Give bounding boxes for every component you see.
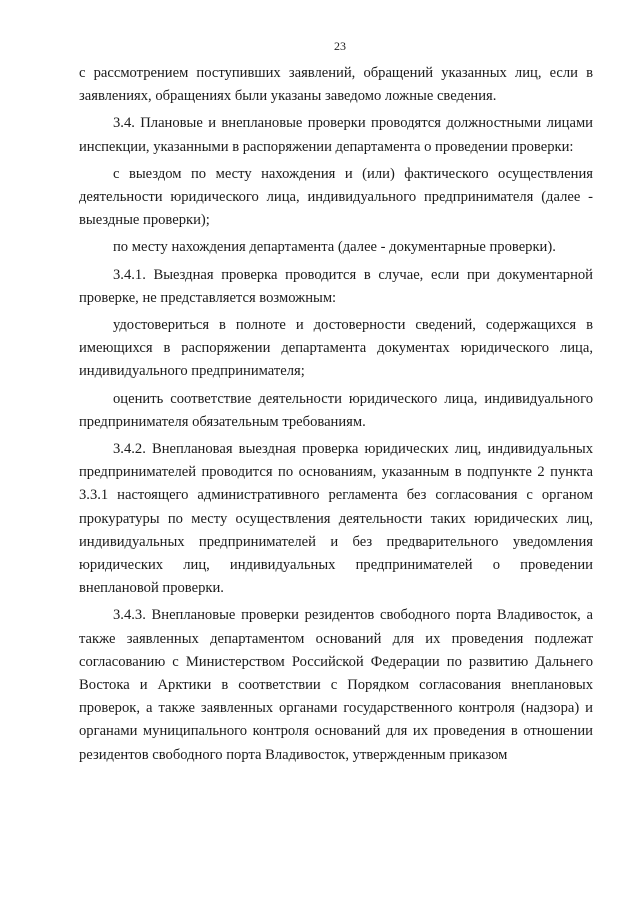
paragraph-3-4-2: 3.4.2. Внеплановая выездная проверка юридических лиц, индивидуальных предпринимателей проводится по основаниям, указанным в подпункте 2 пункта 3.3.1 настоящего административного регламента без согласования с органом прокуратуры по месту осуществления деятельности таких юридических лиц, индивидуальных предпринимателей и без предварительного уведомления юридических лиц, индивидуальных предпринимателей о проведении внеплановой проверки. <box>79 441 593 597</box>
paragraph-verify-completeness: удостовериться в полноте и достоверности сведений, содержащихся в имеющихся в распоряжении департамента документах юридического лица, индивидуального предпринимателя; <box>79 317 593 380</box>
paragraph-documentary-inspection: по месту нахождения департамента (далее - документарные проверки). <box>113 239 556 256</box>
paragraph-3-4-3: 3.4.3. Внеплановые проверки резидентов свободного порта Владивосток, а также заявленных департаментом оснований для их проведения подлежат согласованию с Министерством Российской Федерации по развитию Дальнего Востока и Арктики в соответствии с Порядком согласования внеплановых проверок, а также заявленных органами государственного контроля (надзора) и органами муниципального контроля оснований для их проведения в отношении резидентов свободного порта Владивосток, утвержденным приказом <box>79 607 593 763</box>
paragraph-3-4: 3.4. Плановые и внеплановые проверки проводятся должностными лицами инспекции, указанными в распоряжении департамента о проведении проверки: <box>79 115 593 155</box>
page-number: 23 <box>334 39 346 53</box>
paragraph-3-4-1: 3.4.1. Выездная проверка проводится в случае, если при документарной проверке, не представляется возможным: <box>79 266 593 306</box>
document-body <box>79 62 593 771</box>
paragraph-continuation: с рассмотрением поступивших заявлений, обращений указанных лиц, если в заявлениях, обращениях были указаны заведомо ложные сведения. <box>79 65 593 105</box>
paragraph-assess-compliance: оценить соответствие деятельности юридического лица, индивидуального предпринимателя обязательным требованиям. <box>79 390 593 430</box>
paragraph-onsite-inspection: с выездом по месту нахождения и (или) фактического осуществления деятельности юридического лица, индивидуального предпринимателя (далее - выездные проверки); <box>79 165 593 229</box>
